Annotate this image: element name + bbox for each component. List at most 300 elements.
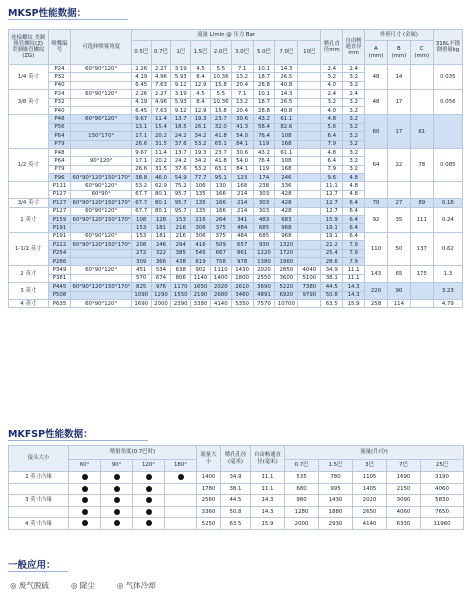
free-passage-value: 6.4	[343, 232, 365, 240]
flow-value	[298, 90, 321, 98]
free-passage-value: 6.4	[343, 199, 365, 207]
flow-value: 1400	[210, 274, 231, 282]
flow-value: 34.2	[191, 157, 211, 165]
angle-availability	[69, 472, 101, 484]
free-passage-value: 2.4	[343, 65, 365, 73]
orifice-value: 11.1	[321, 182, 343, 190]
spray-angle	[71, 98, 131, 106]
flow-value: 685	[253, 232, 275, 240]
flow-value: 208	[131, 241, 151, 249]
flow-value: 825	[131, 283, 151, 291]
spray-angle: 60°90°120°150°170°	[72, 174, 131, 181]
orifice-value: 2.4	[321, 65, 343, 73]
table-row	[9, 299, 463, 307]
flow-value: 80.1	[151, 207, 171, 215]
flow-value: 2610	[231, 283, 253, 291]
flow-value: 10.36	[210, 98, 231, 106]
flow-value: 8.4	[191, 73, 211, 81]
flow-value: 685	[253, 224, 275, 232]
flow-value: 23.7	[210, 115, 231, 123]
flow-value: 930	[253, 241, 275, 249]
pressure-header: 0.7巴	[151, 41, 171, 65]
flow-value: 9.12	[171, 106, 191, 114]
dim-c	[410, 65, 433, 90]
flow-value: 375	[210, 224, 231, 232]
flow-value	[298, 257, 321, 265]
dim-b: 27	[387, 199, 410, 207]
flow-value: 980	[285, 495, 319, 507]
table-row	[9, 65, 463, 73]
orifice-value: 15.9	[321, 216, 343, 224]
angle-availability	[101, 506, 133, 518]
flow-value: 366	[151, 257, 171, 265]
flow-value: 4060	[421, 483, 464, 495]
flow-value: 43.2	[253, 115, 275, 123]
flow-value	[298, 182, 321, 190]
free-passage-value: 7.9	[343, 241, 365, 249]
flow-size: 1400	[197, 472, 221, 484]
flow-value: 1380	[253, 257, 275, 265]
flow-value: 18.7	[253, 98, 275, 106]
angle-availability	[101, 472, 133, 484]
header-code: 喷嘴编号	[48, 30, 71, 65]
flow-value: 12.9	[191, 81, 211, 89]
flow-value: 1105	[353, 472, 387, 484]
header-angle: 可选择喷雾角度	[71, 30, 131, 65]
free-passage-value: 6.4	[343, 207, 365, 215]
flow-value: 428	[275, 207, 298, 215]
orifice-value: 22.2	[321, 241, 343, 249]
flow-value: 108	[131, 216, 151, 224]
angle-availability	[165, 483, 197, 495]
spray-angle: 60°90°120°	[71, 90, 131, 98]
flow-value	[298, 106, 321, 114]
flow-value: 4.19	[131, 98, 151, 106]
connect-size: 1/4 英寸	[9, 65, 49, 90]
flow-value: 570	[131, 274, 151, 282]
angle-availability	[133, 495, 165, 507]
connect-size: 3 英寸凸缘	[9, 495, 69, 507]
nozzle-code: P635	[48, 299, 71, 307]
free-passage-value: 6.4	[343, 216, 365, 224]
flow-value	[298, 123, 321, 131]
flow-value: 978	[231, 257, 253, 265]
nozzle-code: P286	[48, 257, 71, 265]
angle-availability	[69, 506, 101, 518]
nozzle-code: P127	[48, 190, 71, 198]
flow-value: 20.2	[151, 157, 171, 165]
pressure-header: 7.0巴	[275, 41, 298, 65]
flow-value: 758	[210, 257, 231, 265]
nozzle-code: P24	[48, 65, 71, 73]
flow-value: 2020	[353, 495, 387, 507]
flow-value: 1880	[319, 506, 353, 518]
dim-c: 89	[410, 199, 433, 207]
mkfsp-header-angle: 喷射角度(0.7巴时)	[69, 446, 197, 460]
flow-value: 2020	[210, 283, 231, 291]
orifice-value: 9.6	[321, 174, 343, 182]
orifice-value: 44.5	[321, 283, 343, 291]
flow-value: 12.9	[191, 106, 211, 114]
flow-value: 272	[131, 249, 151, 257]
flow-value: 674	[151, 274, 171, 282]
mkfsp-header-connect: 接头大小	[9, 446, 69, 472]
spray-angle: 60°90°120°	[71, 182, 131, 190]
flow-value: 968	[275, 224, 298, 232]
free-passage-value: 14.3	[343, 291, 365, 299]
flow-value: 41.3	[231, 123, 253, 131]
flow-value: 214	[231, 190, 253, 198]
connect-size	[9, 506, 69, 518]
flow-value: 7.63	[151, 106, 171, 114]
flow-value: 18.5	[171, 123, 191, 131]
angle-header: 120°	[133, 460, 165, 472]
available-dot-icon	[114, 509, 120, 515]
orifice-value: 7.9	[321, 165, 343, 173]
flow-value: 10.1	[253, 90, 275, 98]
flow-value: 7.63	[151, 81, 171, 89]
angle-header: 60°	[69, 460, 101, 472]
flow-value: 168	[275, 140, 298, 148]
mkfsp-pressure-header: 1.5巴	[319, 460, 353, 472]
dim-c: 111	[410, 207, 433, 232]
flow-value: 28.8	[253, 106, 275, 114]
orifice-value: 6.4	[321, 132, 343, 140]
flow-value: 7570	[253, 299, 275, 307]
flow-value: 4.19	[131, 73, 151, 81]
flow-value: 15.8	[210, 106, 231, 114]
usage-item-dust-removal: ◎ 除尘	[70, 581, 95, 590]
flow-value: 7650	[421, 506, 464, 518]
connect-size: 2 英寸	[9, 266, 49, 283]
free-passage-value: 3.2	[343, 73, 365, 81]
flow-value: 75.2	[171, 182, 191, 190]
flow-value: 54.0	[231, 132, 253, 140]
nozzle-code: P445	[48, 283, 71, 291]
flow-value: 54.0	[231, 157, 253, 165]
spray-angle	[71, 274, 131, 282]
flow-value: 53.2	[131, 182, 151, 190]
flow-value: 3600	[275, 274, 298, 282]
flow-value: 683	[275, 216, 298, 224]
orifice-value: 12.7	[321, 190, 343, 198]
nozzle-code: P127	[48, 199, 71, 207]
flow-value: 11.4	[151, 115, 171, 123]
spray-angle: 60°90°120°	[71, 299, 131, 307]
orifice-value: 63.5	[221, 518, 251, 530]
table-row	[9, 518, 464, 530]
flow-value: 19.3	[191, 148, 211, 156]
flow-value: 4.5	[191, 65, 211, 73]
orifice-value: 63.5	[321, 299, 343, 307]
nozzle-code: P24	[48, 90, 71, 98]
flow-value	[298, 199, 321, 207]
dim-b	[387, 182, 410, 199]
flow-value: 119	[253, 140, 275, 148]
flow-value: 26.6	[131, 140, 151, 148]
nozzle-code: P56	[48, 123, 71, 131]
nozzle-code: P111	[48, 182, 71, 190]
flow-value: 1405	[353, 483, 387, 495]
flow-value: 166	[210, 207, 231, 215]
free-passage-value: 11.1	[251, 483, 285, 495]
free-passage-value: 6.4	[343, 224, 365, 232]
flow-value: 15.8	[210, 81, 231, 89]
flow-value: 10.1	[253, 65, 275, 73]
free-passage-value: 7.9	[343, 249, 365, 257]
spray-angle	[71, 73, 131, 81]
flow-value: 306	[191, 224, 211, 232]
flow-value: 2.27	[151, 65, 171, 73]
orifice-value: 4.0	[321, 81, 343, 89]
available-dot-icon	[146, 520, 152, 526]
flow-value: 17.1	[131, 132, 151, 140]
nozzle-code: P127	[48, 207, 71, 215]
flow-value: 30.6	[231, 115, 253, 123]
orifice-value: 34.9	[321, 266, 343, 274]
spray-angle: 90°120°	[71, 157, 131, 165]
dim-c: 175	[410, 266, 433, 283]
flow-value	[298, 207, 321, 215]
orifice-value: 50.8	[221, 506, 251, 518]
flow-value: 181	[151, 224, 171, 232]
flow-value: 20.4	[231, 81, 253, 89]
dim-c	[410, 283, 433, 300]
flow-value: 902	[191, 266, 211, 274]
flow-value: 135	[191, 199, 211, 207]
orifice-value: 12.7	[321, 207, 343, 215]
flow-value: 8.4	[191, 98, 211, 106]
flow-value: 2390	[171, 299, 191, 307]
flow-value: 3.19	[171, 90, 191, 98]
flow-value: 680	[285, 483, 319, 495]
flow-value: 2930	[319, 518, 353, 530]
weight-value: 0.035	[433, 65, 462, 90]
orifice-value: 4.0	[321, 106, 343, 114]
free-passage-value: 3.2	[343, 132, 365, 140]
pressure-header: 2.0巴	[210, 41, 231, 65]
flow-value: 303	[253, 199, 275, 207]
available-dot-icon	[82, 509, 88, 515]
spray-angle: 60°90°120°150°170°	[72, 199, 131, 206]
header-dims: 外形尺寸 (金属)	[365, 30, 434, 41]
flow-value: 428	[275, 190, 298, 198]
spray-angle	[71, 123, 131, 131]
nozzle-code: P254	[48, 249, 71, 257]
dim-b: 114	[387, 299, 410, 307]
nozzle-code: P40	[48, 106, 71, 114]
flow-value: 40.8	[275, 106, 298, 114]
flow-value: 76.4	[253, 132, 275, 140]
free-passage-value: 15.9	[251, 518, 285, 530]
flow-value: 135	[191, 207, 211, 215]
orifice-value: 7.9	[321, 140, 343, 148]
flow-value: 11.4	[151, 148, 171, 156]
flow-value: 20.4	[231, 106, 253, 114]
free-passage-value: 2.4	[343, 90, 365, 98]
flow-value: 106	[191, 182, 211, 190]
angle-availability	[69, 483, 101, 495]
usage-item-gas-cooling: ◎ 气体冷却	[116, 581, 156, 590]
nozzle-code: P96	[48, 174, 71, 182]
flow-value: 37.6	[171, 165, 191, 173]
spray-angle: 60°90°120°	[71, 115, 131, 123]
connect-size: 2 英寸凸缘	[9, 472, 69, 484]
flow-value: 806	[171, 274, 191, 282]
flow-value	[298, 299, 321, 307]
table-row	[9, 495, 464, 507]
angle-availability	[133, 518, 165, 530]
connect-size: 4 英寸	[9, 299, 49, 307]
header-orifice: 喷孔直径mm	[321, 30, 343, 65]
flow-value: 4060	[387, 506, 421, 518]
flow-value: 7.1	[231, 90, 253, 98]
free-passage-value: 11.1	[343, 274, 365, 282]
flow-value: 31.5	[151, 140, 171, 148]
flow-value: 1720	[275, 249, 298, 257]
flow-value: 119	[253, 165, 275, 173]
mksp-title: MKSP性能数据：	[8, 5, 128, 20]
nozzle-code: P191	[48, 232, 71, 240]
dim-c	[410, 182, 433, 199]
flow-value: 82.6	[275, 123, 298, 131]
weight-value	[433, 182, 462, 199]
free-passage-value: 3.2	[343, 81, 365, 89]
usage-item-desulfurization: ◎ 废气脱硫	[10, 581, 49, 590]
flow-value: 24.2	[171, 157, 191, 165]
flow-value: 123	[231, 174, 253, 182]
usage-title: 一般应用：	[8, 557, 68, 572]
flow-value: 246	[275, 174, 298, 182]
dim-header: B (mm)	[387, 41, 410, 65]
free-passage-value: 14.3	[343, 283, 365, 291]
mkfsp-pressure-header: 7巴	[387, 460, 421, 472]
orifice-value: 4.8	[321, 148, 343, 156]
table-row	[9, 115, 463, 123]
flow-value	[298, 81, 321, 89]
spray-angle: 60°90°	[71, 190, 131, 198]
orifice-value: 28.6	[321, 257, 343, 265]
flow-value: 95.1	[210, 174, 231, 182]
flow-value: 10700	[275, 299, 298, 307]
mkfsp-title: MKFSP性能数据：	[8, 426, 148, 441]
flow-value	[298, 165, 321, 173]
flow-value: 7380	[298, 283, 321, 291]
weight-value	[433, 115, 462, 149]
mkfsp-header-flow: 流量(升/分)	[285, 446, 464, 460]
mksp-performance-table	[8, 29, 463, 308]
mkfsp-pressure-header: 3巴	[353, 460, 387, 472]
dim-b: 65	[387, 266, 410, 283]
flow-value: 4891	[253, 291, 275, 299]
orifice-value: 4.8	[321, 115, 343, 123]
flow-value	[298, 148, 321, 156]
spray-angle: 60°90°120°	[71, 207, 131, 215]
nozzle-code: P40	[48, 81, 71, 89]
flow-size: 1780	[197, 483, 221, 495]
flow-value: 1550	[171, 291, 191, 299]
nozzle-code: P381	[48, 274, 71, 282]
flow-value: 174	[253, 174, 275, 182]
flow-value: 26.1	[191, 123, 211, 131]
flow-value: 65.1	[210, 165, 231, 173]
flow-value	[298, 65, 321, 73]
flow-value: 968	[275, 232, 298, 240]
connect-size: 4 英寸凸缘	[9, 518, 69, 530]
usage-list	[10, 580, 156, 591]
nozzle-code: P64	[48, 132, 71, 140]
flow-value: 438	[171, 257, 191, 265]
free-passage-value: 14.3	[251, 506, 285, 518]
flow-value: 667	[210, 249, 231, 257]
flow-value: 6920	[275, 291, 298, 299]
flow-value: 5830	[421, 495, 464, 507]
flow-value: 108	[275, 157, 298, 165]
angle-availability	[165, 495, 197, 507]
dim-a: 110	[365, 232, 388, 266]
available-dot-icon	[146, 497, 152, 503]
flow-value: 246	[151, 241, 171, 249]
table-row	[9, 483, 464, 495]
flow-value: 67.7	[131, 207, 151, 215]
mkfsp-header-free: 自由畅通直径(毫米)	[251, 446, 285, 472]
spray-angle	[71, 165, 131, 173]
available-dot-icon	[82, 474, 88, 480]
free-passage-value: 7.9	[343, 257, 365, 265]
free-passage-value: 3.2	[343, 157, 365, 165]
weight-value: 0.056	[433, 90, 462, 115]
pressure-header: 3.0巴	[231, 41, 253, 65]
available-dot-icon	[114, 497, 120, 503]
dim-a: 70	[365, 199, 388, 207]
header-flow: 流量 L/min @ 压力 Bar	[131, 30, 321, 41]
connect-size	[9, 182, 49, 199]
flow-value: 5220	[275, 283, 298, 291]
connect-size: 3/4 英寸	[9, 199, 49, 207]
flow-value: 216	[171, 232, 191, 240]
mkfsp-pressure-header: 25巴	[421, 460, 464, 472]
spray-angle	[71, 81, 131, 89]
dim-a: 143	[365, 266, 388, 283]
angle-availability	[165, 518, 197, 530]
flow-value: 58.4	[253, 123, 275, 131]
nozzle-code: P79	[48, 165, 71, 173]
free-passage-value: 4.8	[343, 190, 365, 198]
available-dot-icon	[82, 486, 88, 492]
free-passage-value: 3.2	[343, 115, 365, 123]
flow-value: 1170	[171, 283, 191, 291]
flow-value: 2.26	[131, 90, 151, 98]
nozzle-code: P48	[48, 115, 71, 123]
table-row	[9, 90, 463, 98]
flow-value: 5.93	[171, 73, 191, 81]
flow-value: 13.7	[171, 148, 191, 156]
connect-size: 1 英寸	[9, 207, 49, 232]
flow-value: 5100	[298, 274, 321, 282]
angle-header: 180°	[165, 460, 197, 472]
nozzle-code: P222	[48, 241, 71, 249]
free-passage-value: 4.8	[343, 182, 365, 190]
available-dot-icon	[114, 520, 120, 526]
flow-value: 2.26	[131, 65, 151, 73]
orifice-value: 38.1	[321, 274, 343, 282]
free-passage-value: 11.1	[343, 266, 365, 274]
flow-value: 9790	[298, 291, 321, 299]
dim-c	[410, 299, 433, 307]
flow-value: 67.7	[131, 199, 151, 207]
flow-value: 214	[231, 199, 253, 207]
flow-value: 31.5	[151, 165, 171, 173]
